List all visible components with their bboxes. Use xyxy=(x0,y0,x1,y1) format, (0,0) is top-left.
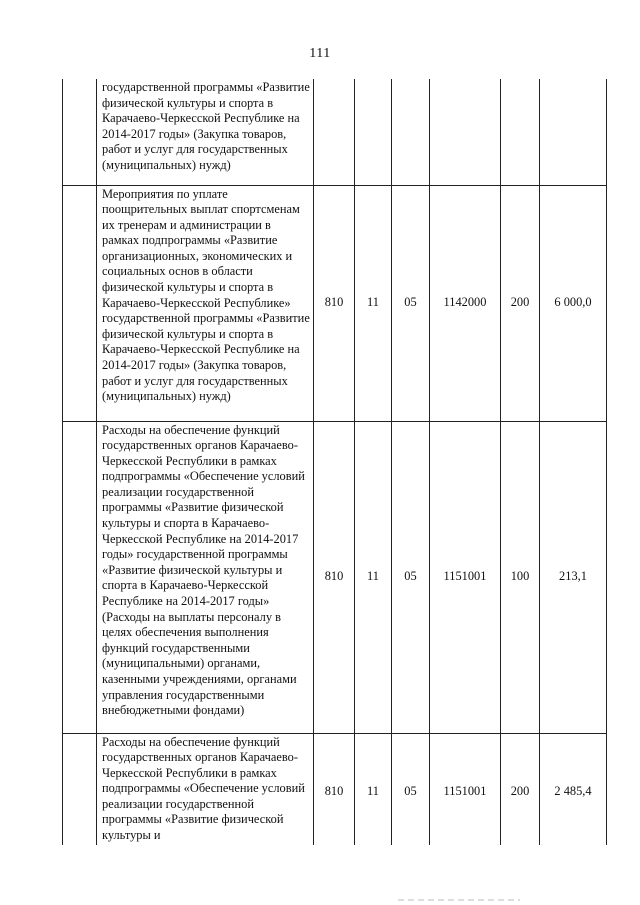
target-article-cell: 1142000 xyxy=(430,185,501,421)
ministry-code-cell xyxy=(314,79,355,185)
subsection-code-cell: 05 xyxy=(392,421,430,733)
row-number-cell xyxy=(63,185,97,421)
expense-type-cell: 200 xyxy=(501,185,540,421)
row-number-cell xyxy=(63,733,97,845)
section-code-cell: 11 xyxy=(355,733,392,845)
amount-cell xyxy=(540,79,607,185)
item-name-cell: государственной программы «Развитие физической культуры и спорта в Карачаево-Черкесской Республике на 2014-2017 годы» (Закупка товаров, работ и услуг для государственных (муниципальных) нужд) xyxy=(97,79,314,185)
target-article-cell: 1151001 xyxy=(430,733,501,845)
item-name-cell: Расходы на обеспечение функций государственных органов Карачаево-Черкесской Республики в рамках подпрограммы «Обеспечение условий реализации государственной программы «Развитие физической культуры и xyxy=(97,733,314,845)
table-row xyxy=(63,79,607,185)
ministry-code-cell: 810 xyxy=(314,421,355,733)
expense-type-cell xyxy=(501,79,540,185)
amount-cell: 6 000,0 xyxy=(540,185,607,421)
subsection-code-cell: 05 xyxy=(392,185,430,421)
page-number: 111 xyxy=(309,46,331,61)
target-article-cell: 1151001 xyxy=(430,421,501,733)
table-row xyxy=(63,421,607,733)
subsection-code-cell xyxy=(392,79,430,185)
target-article-cell xyxy=(430,79,501,185)
row-number-cell xyxy=(63,79,97,185)
section-code-cell xyxy=(355,79,392,185)
budget-table xyxy=(62,79,607,845)
section-code-cell: 11 xyxy=(355,421,392,733)
item-name-cell: Мероприятия по уплате поощрительных выплат спортсменам их тренерам и администрации в рамках подпрограммы «Развитие организационных, экономических и социальных основ в области физической культуры и спорта в Карачаево-Черкесской Республике» государственной программы «Развитие физической культуры и спорта в Карачаево-Черкесской Республике на 2014-2017 годы» (Закупка товаров, работ и услуг для государственных (муниципальных) нужд) xyxy=(97,185,314,421)
expense-type-cell: 200 xyxy=(501,733,540,845)
table-row xyxy=(63,185,607,421)
row-number-cell xyxy=(63,421,97,733)
table-row xyxy=(63,733,607,845)
section-code-cell: 11 xyxy=(355,185,392,421)
amount-cell: 2 485,4 xyxy=(540,733,607,845)
subsection-code-cell: 05 xyxy=(392,733,430,845)
amount-cell: 213,1 xyxy=(540,421,607,733)
ministry-code-cell: 810 xyxy=(314,733,355,845)
ministry-code-cell: 810 xyxy=(314,185,355,421)
scan-edge-marks xyxy=(0,888,640,905)
item-name-cell: Расходы на обеспечение функций государственных органов Карачаево-Черкесской Республики в рамках подпрограммы «Обеспечение условий реализации государственной программы «Развитие физической культуры и спорта в Карачаево-Черкесской Республике на 2014-2017 годы» государственной программы «Развитие физической культуры и спорта в Карачаево-Черкесской Республике на 2014-2017 годы» (Расходы на выплаты персоналу в целях обеспечения выполнения функций государственными (муниципальными) органами, казенными учреждениями, органами управления государственными внебюджетными фондами) xyxy=(97,421,314,733)
expense-type-cell: 100 xyxy=(501,421,540,733)
